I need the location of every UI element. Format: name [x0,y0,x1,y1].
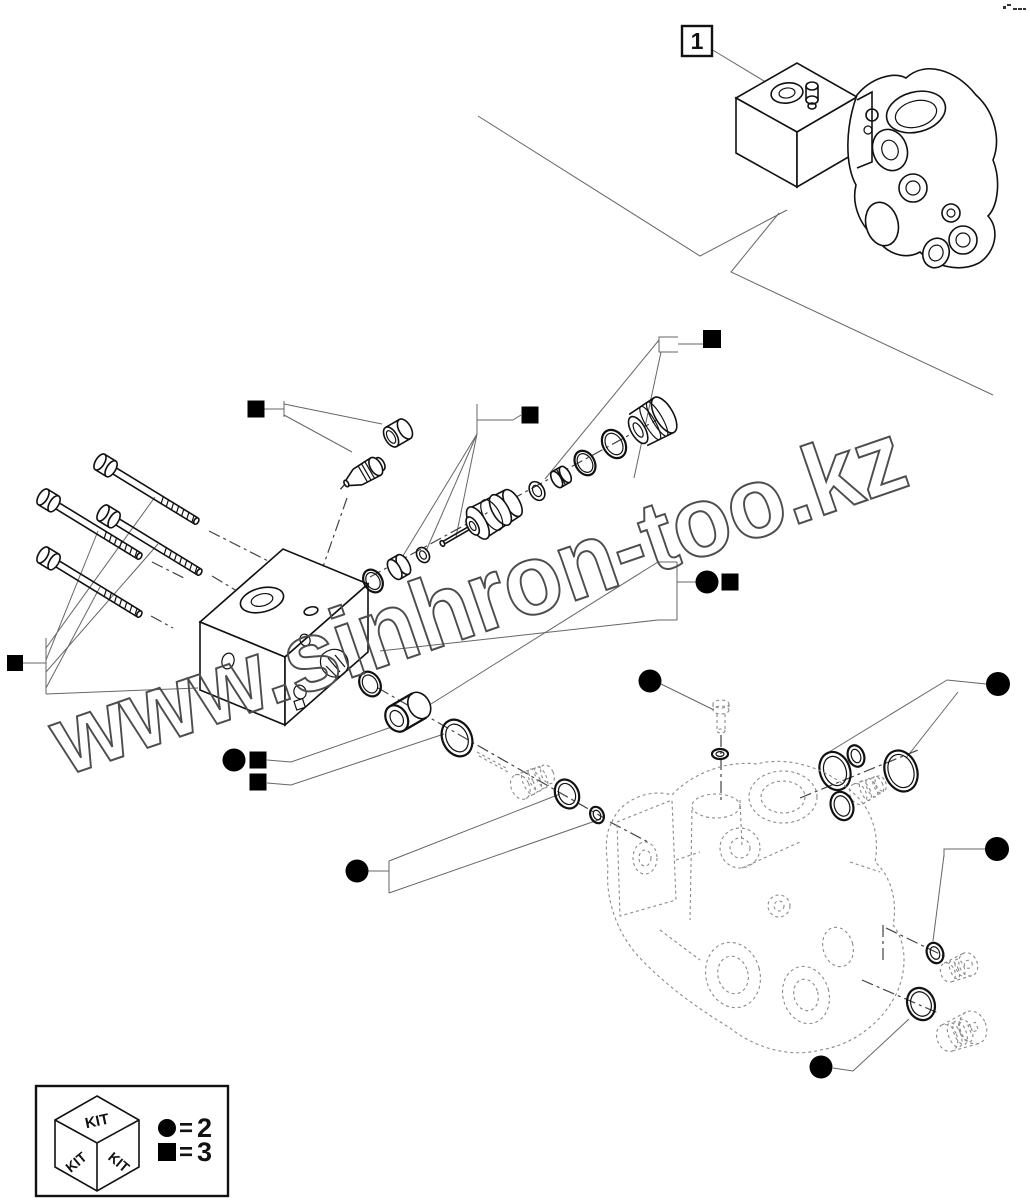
o-ring-plug-small [924,940,947,965]
legend-square-count: 3 [197,1137,213,1167]
callout-circle-5 [346,860,369,883]
bottom-right-plugs [902,940,991,1057]
bushing [381,688,436,736]
legend-square-symbol [158,1143,176,1161]
bolt-4 [34,545,145,623]
callout-square-2 [522,407,539,424]
kit-label-left: KIT [62,1148,90,1176]
o-ring-big [436,715,478,762]
legend-circle-equals: = [179,1115,194,1142]
ribbed-cap [622,393,682,451]
callout-square-5 [722,574,739,591]
o-ring-d [827,789,858,824]
bolt-3 [94,503,205,581]
solenoid-box [736,63,857,187]
assembled-valve [736,63,998,272]
callout-circle-7 [810,1056,833,1079]
o-ring-bold-mid [550,776,584,813]
ghost-screw [712,700,729,759]
ref-label-text: 1 [690,28,704,54]
ghost-plug-large [932,1007,992,1058]
callout-circle-3 [986,672,1010,696]
callout-square-4 [7,655,23,671]
callout-square-7 [250,774,267,791]
callout-circle-6 [985,837,1009,861]
callout-square-1 [248,401,265,418]
ribbed-ring [548,464,573,489]
valve-body-assembled [848,69,998,272]
callout-circle-2 [639,670,662,693]
ghost-plug-mid [507,760,559,803]
pilot-valve-fitting [334,416,415,496]
callout-square-6 [250,752,267,769]
callout-circle-4 [223,749,246,772]
watermark-text: www.sinhron-too.kz [36,382,968,797]
legend-square-equals: = [179,1139,194,1166]
bolt-2 [34,487,145,565]
legend-circle-count: 2 [197,1113,213,1143]
o-ring-plug-large [902,984,939,1025]
callout-square-3 [703,330,721,348]
washer [526,479,548,503]
screw-washer [712,749,728,759]
legend-box [36,1086,228,1196]
legend-circle-symbol [158,1119,176,1137]
ref-label-1 [682,26,712,56]
kit-label-top: KIT [83,1110,111,1133]
bolt-1 [91,452,202,530]
corner-mark [1003,4,1026,10]
mounting-bolts [34,452,205,623]
kit-label-right: KIT [105,1148,133,1176]
o-ring-small-upper [570,447,599,479]
